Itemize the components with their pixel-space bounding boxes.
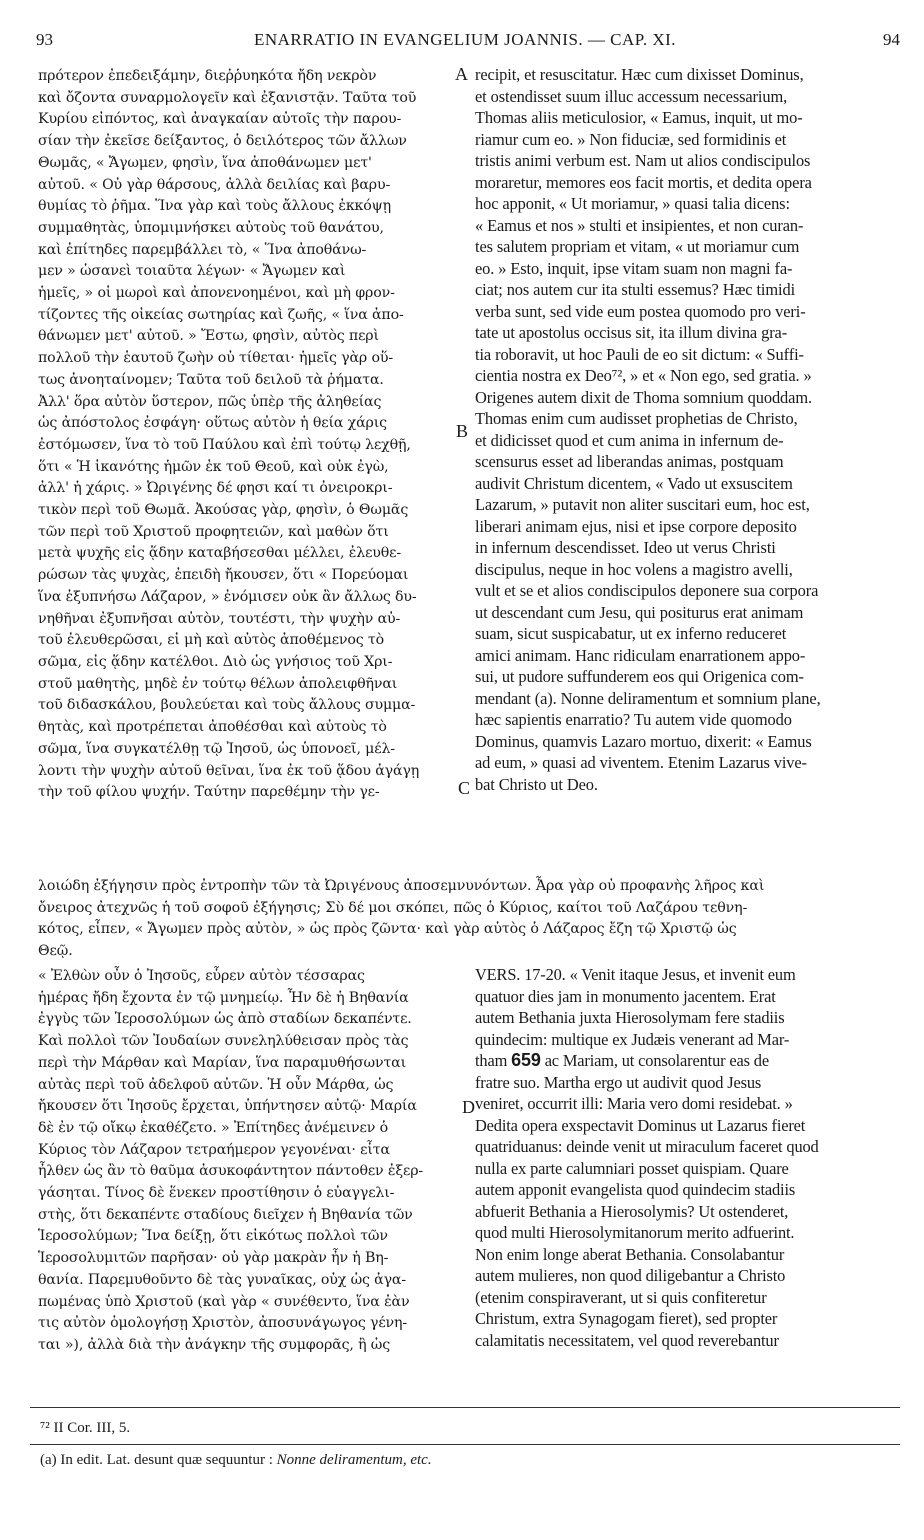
greek-line: τοῦ ἐλευθερῶσαι, εἰ μὴ καὶ αὐτὸς ἀποθέμενος τὸ (38, 632, 385, 649)
greek-line: τως ἀνοηταίνομεν; Ταῦτα τοῦ δειλοῦ τὰ ῥήματα. (38, 371, 384, 388)
greek-line: πολλοῦ τὴν ἑαυτοῦ ζωὴν οὐ τίθεται· ἡμεῖς γὰρ οὕ- (38, 350, 393, 367)
latin-line: vult et se et alios condiscipulos deponere sua corpora (475, 581, 819, 600)
greek-line: συμμαθητὰς, ὑπομιμνήσκει αὐτοὺς τοῦ θανάτου, (38, 219, 384, 236)
greek-line: νηθῆναι ἐξυπνῆσαι αὐτὸν, τουτέστι, τὴν ψυχὴν αὐ- (38, 610, 401, 627)
greek-line: ἡμεῖς, » οἱ μωροὶ καὶ ἀπονενοημένοι, καὶ μὴ φρον- (38, 285, 395, 302)
greek-line: ἤκουσεν ὅτι Ἰησοῦς ἔρχεται, ὑπήντησεν αὐτῷ· Μαρία (38, 1098, 417, 1115)
latin-line: audivit Christum dicentem, « Vado ut exsuscitem (475, 473, 793, 493)
latin-line: moraretur, memores eos facit mortis, et dedita opera (475, 172, 812, 192)
greek-line: ἀλλ' ἡ χάρις. » Ὠριγένης δέ φησι καί τι ὀνειροκρι- (38, 480, 393, 497)
latin-line: Thomas aliis meticulosior, « Eamus, inquit, ut mo- (475, 108, 803, 127)
greek-line: Ἱεροσολυμιτῶν παρῆσαν· οὐ γὰρ μακρὰν ἦν ἡ Βη- (38, 1250, 389, 1267)
greek-line: στὴς, ὅτι δεκαπέντε σταδίους διεῖχεν ἡ Βηθανία τῶν (38, 1206, 413, 1223)
column-number: 659 (511, 1050, 541, 1070)
latin-line: hæc sapientis enarratio? Tu autem vide quomodo (475, 710, 792, 729)
greek-line: σῶμα, εἰς ᾅδην κατέλθοι. Διὸ ὡς γνήσιος τοῦ Χρι- (38, 653, 393, 670)
latin-line: Lazarum, » putavit non aliter suscitari eum, hoc est, (475, 495, 810, 514)
greek-line: τις αὐτὸν ὁμολογήσῃ Χριστὸν, ἀποσυνάγωγος γένη- (38, 1315, 408, 1332)
footnote-a (40, 1452, 432, 1469)
greek-line: ὅτι « Ἡ ἱκανότης ἡμῶν ἐκ τοῦ Θεοῦ, καὶ οὐκ ἐγὼ, (38, 458, 389, 475)
latin-line: et ostendisset suum illuc accessum necessarium, (475, 86, 788, 106)
latin-line: recipit, et resuscitatur. Hæc cum dixisset Dominus, (475, 65, 804, 84)
greek-line: περὶ τὴν Μάρθαν καὶ Μαρίαν, ἵνα παραμυθήσωνται (38, 1054, 406, 1071)
greek-line: ἦλθεν ὡς ἂν τὸ θαῦμα ἀσυκοφάντητον πάντοθεν ἐξερ- (38, 1163, 424, 1180)
latin-line: Non enim longe aberat Bethania. Consolabantur (475, 1244, 785, 1264)
greek-line: πωμένας ὑπὸ Χριστοῦ (καὶ γὰρ « συνέθεντο, ἵνα ἐὰν (38, 1293, 410, 1310)
latin-line: tate ut apostolus occisus sit, ita illum divina gra- (475, 323, 788, 342)
latin-line: calamitatis necessitatem, vel quod reverebantur (475, 1330, 779, 1350)
latin-line: ad eum, » quasi ad viventem. Etenim Lazarus vive- (475, 753, 807, 772)
latin-line: quatriduanus: deinde venit ut miraculum faceret quod (475, 1137, 819, 1156)
greek-line: ἐγγὺς τῶν Ἱεροσολύμων ὡς ἀπὸ σταδίων δεκαπέντε. (38, 1011, 412, 1028)
running-header (30, 30, 900, 56)
latin-line: amici animam. Hanc ridiculam enarrationem appo- (475, 645, 806, 665)
latin-line: cientia nostra ex Deo⁷², » et « Non ego, sed gratia. » (475, 366, 812, 385)
margin-mark-b: B (456, 421, 469, 441)
greek-line: λοιώδη ἐξήγησιν πρὸς ἐντροπὴν τῶν τὰ Ὠριγένους ἀποσεμνυνόντων. Ἆρα γὰρ οὐ προφανὴς λῆρος καὶ (38, 878, 765, 894)
latin-line: quindecim: multique ex Judæis venerant ad Mar- (475, 1029, 790, 1049)
latin-line: nulla ex parte calumniari posset quispiam. Quare (475, 1158, 789, 1178)
footnote-rule-lower (30, 1444, 900, 1445)
latin-line: mendant (a). Nonne deliramentum et somnium plane, (475, 688, 821, 708)
latin-column-top (475, 64, 895, 795)
latin-column-bottom (475, 964, 895, 1351)
greek-line: αὐτὰς περὶ τοῦ ἀδελφοῦ αὐτῶν. Ἡ οὖν Μάρθα, ὡς (38, 1076, 394, 1093)
latin-line: (etenim conspiraverant, ut si quis confiteretur (475, 1287, 767, 1307)
latin-line: tes salutem propriam et vitam, « ut moriamur cum (475, 237, 800, 256)
greek-line: ὄνειρος ἀτεχνῶς ἡ τοῦ σοφοῦ ἐξήγησις; Σὺ δέ μοι σκόπει, πῶς ὁ Κύριος, καίτοι τοῦ Λαζάρου τεθνη- (38, 899, 748, 916)
latin-line: quatuor dies jam in monumento jacentem. Erat (475, 986, 776, 1006)
latin-line: liberari animam ejus, nisi et ipse corpore deposito (475, 516, 797, 536)
greek-line: ρώσων τὰς ψυχὰς, ἐπειδὴ ἤκουσεν, ὅτι « Πορεύομαι (38, 567, 409, 584)
greek-column-bottom (38, 966, 463, 1357)
latin-line: tristis animi verbum est. Nam ut alios condiscipulos (475, 151, 811, 170)
latin-line: Dominus, quamvis Lazaro mortuo, dixerit: « Eamus (475, 731, 812, 751)
latin-line: et didicisset quod et cum anima in infernum de- (475, 430, 784, 450)
latin-line: fratre suo. Martha ergo ut audivit quod Jesus (475, 1072, 762, 1092)
greek-line: καὶ ὄζοντα συναρμολογεῖν καὶ ἐξανιστᾷν. Ταῦτα τοῦ (38, 89, 417, 106)
greek-line: θανία. Παρεμυθοῦντο δὲ τὰς γυναῖκας, οὐχ ὡς ἀγα- (38, 1271, 407, 1288)
running-title: ENARRATIO IN EVANGELIUM JOANNIS. — CAP. XI. (253, 30, 677, 49)
greek-line: δὲ ἐν τῷ οἴκῳ ἐκαθέζετο. » Ἐπίτηδες ἀνέμεινεν ὁ (38, 1119, 388, 1136)
greek-line: ἡμέρας ἤδη ἔχοντα ἐν τῷ μνημείῳ. Ἦν δὲ ἡ Βηθανία (38, 989, 409, 1006)
greek-line: τῶν περὶ τοῦ Χριστοῦ προφητειῶν, καὶ μαθὼν ὅτι (38, 523, 389, 540)
greek-line: θυμίας τὸ ῥῆμα. Ἵνα γὰρ καὶ τοὺς ἄλλους ἐκκόψῃ (38, 198, 391, 215)
latin-line: « Eamus et nos » stulti et insipientes, et non curan- (475, 215, 804, 235)
greek-line: τὴν τοῦ φίλου ψυχήν. Ταύτην παρεθέμην τὴν γε- (38, 784, 380, 801)
greek-line: λοντι τὴν ψυχὴν αὐτοῦ θεῖναι, ἵνα ἐκ τοῦ ᾅδου ἀγάγῃ (38, 762, 420, 779)
margin-mark-a: A (455, 64, 468, 84)
greek-line: κότος, εἶπεν, « Ἄγωμεν πρὸς αὐτὸν, » ὡς πρὸς ζῶντα· καὶ γὰρ αὐτὸς ὁ Λάζαρος ἔζη τῷ Χριστῷ ὡς (38, 921, 737, 938)
greek-line: Θεῷ. (38, 943, 73, 960)
latin-line-part: tham (475, 1051, 508, 1070)
greek-line: θητὰς, καὶ προτρέπεται ἀποθέσθαι καὶ αὐτοὺς τὸ (38, 719, 387, 736)
latin-line: VERS. 17-20. « Venit itaque Jesus, et invenit eum (475, 965, 796, 984)
latin-line: abfuerit Bethania a Hierosolymis? Ut ostenderet, (475, 1201, 789, 1221)
latin-line: hoc apponit, « Ut moriamur, » quasi talia dicens: (475, 194, 790, 213)
latin-line: Origenes autem dixit de Thoma somnium quoddam. (475, 387, 812, 407)
greek-line: ἐστόμωσεν, ἵνα τὸ τοῦ Παύλου καὶ ἐπὶ τούτῳ λεχθῇ, (38, 436, 411, 453)
greek-line: « Ἐλθὼν οὖν ὁ Ἰησοῦς, εὗρεν αὐτὸν τέσσαρας (38, 968, 365, 984)
greek-line: Ἀλλ' ὅρα αὐτὸν ὕστερον, πῶς ὑπὲρ τῆς ἀληθείας (38, 393, 382, 410)
footnote-a-text: (a) In edit. Lat. desunt quæ sequuntur : (40, 1452, 273, 1468)
margin-mark-c: C (458, 778, 471, 798)
latin-line: Thomas enim cum audisset prophetias de Christo, (475, 409, 798, 428)
greek-line: πρότερον ἐπεδειξάμην, διεῤῥυηκότα ἤδη νεκρὸν (38, 68, 377, 84)
greek-line: Καὶ πολλοὶ τῶν Ἰουδαίων συνεληλύθεισαν πρὸς τὰς (38, 1033, 409, 1050)
greek-line: Κυρίου εἰπόντος, καὶ ἀναγκαίαν αὐτοῖς τὴν παρου- (38, 111, 402, 128)
latin-line: scensurus esset ad liberandas animas, postquam (475, 452, 784, 471)
greek-line: γάσηται. Τίνος δὲ ἕνεκεν προστίθησιν ὁ εὐαγγελι- (38, 1185, 395, 1202)
greek-line: Θωμᾶς, « Ἄγωμεν, φησὶν, ἵνα ἀποθάνωμεν μετ' (38, 154, 372, 171)
latin-line-with-column-number (475, 1050, 895, 1072)
greek-line: ἵνα ἐξυπνήσω Λάζαρον, » ἐνόμισεν οὐκ ἂν ἄλλως δυ- (38, 588, 417, 605)
greek-line: μετὰ ψυχῆς εἰς ᾅδην καταβήσεσθαι μέλλει, ἐλευθε- (38, 545, 401, 562)
latin-line: Dedita opera exspectavit Dominus ut Lazarus fieret (475, 1115, 806, 1135)
greek-line: μεν » ὡσανεὶ τοιαῦτα λέγων· « Ἄγωμεν καὶ (38, 263, 346, 280)
greek-full-width-block (38, 876, 898, 963)
latin-line: verba sunt, sed vide eum postea quomodo pro veri- (475, 301, 806, 321)
greek-line: Κύριος τὸν Λάζαρον τετραήμερον γεγονέναι· εἶτα (38, 1141, 390, 1158)
latin-line: quod multi Hierosolymitanorum merito adfuerint. (475, 1223, 795, 1242)
footnote-a-italic: Nonne deliramentum, etc. (276, 1452, 432, 1468)
latin-line: autem apponit evangelista quod quindecim stadiis (475, 1180, 796, 1199)
latin-line: in infernum descendisset. Ideo ut verus Christi (475, 538, 776, 557)
greek-line: τικὸν περὶ τοῦ Θωμᾶ. Ἀκούσας γὰρ, φησὶν, ὁ Θωμᾶς (38, 502, 409, 519)
greek-line: τίζοντες τῆς οἰκείας σωτηρίας καὶ ζωῆς, « ἵνα ἀπο- (38, 306, 404, 323)
greek-line: τοῦ διδασκάλου, βουλεύεται καὶ τοὺς ἄλλους συμμα- (38, 697, 416, 714)
latin-line: veniret, occurrit illi: Maria vero domi residebat. » (475, 1094, 793, 1113)
margin-mark-d: D (462, 1097, 475, 1117)
latin-line-part: ac Mariam, ut consolarentur eas de (544, 1051, 769, 1070)
latin-line: autem Bethania juxta Hierosolymam fere stadiis (475, 1008, 785, 1027)
greek-line: θάνωμεν μετ' αὐτοῦ. » Ἔστω, φησὶν, αὐτὸς περὶ (38, 328, 379, 345)
latin-line: eo. » Esto, inquit, ipse vitam suam non magni fa- (475, 258, 793, 278)
greek-line: στοῦ μαθητὴς, μηδὲ ἐν τούτῳ θέλων ἀπολειφθῆναι (38, 675, 398, 692)
greek-line: αὐτοῦ. « Οὐ γὰρ θάρσους, ἀλλὰ δειλίας καὶ βαρυ- (38, 176, 391, 193)
latin-line: riamur cum eo. » Non fiduciæ, sed formidinis et (475, 129, 787, 149)
latin-line: discipulus, neque in hoc volens a magistro avelli, (475, 559, 793, 579)
greek-line: σίαν τὴν ἐκεῖσε δείξαντος, ὁ δειλότερος τῶν ἄλλων (38, 133, 407, 150)
latin-line: tia roboravit, ut hoc Pauli de eo sit dictum: « Suffi- (475, 344, 804, 364)
latin-line: suam, sicut suspicabatur, ut ex inferno reduceret (475, 624, 787, 643)
latin-line: bat Christo ut Deo. (475, 774, 598, 794)
latin-line: ciat; nos autem cur ita stulti essemus? Hæc timidi (475, 280, 796, 299)
greek-line: Ἱεροσολύμων; Ἵνα δείξῃ, ὅτι εἰκότως πολλοὶ τῶν (38, 1228, 388, 1245)
footnote-72: ⁷² II Cor. III, 5. (40, 1420, 131, 1436)
latin-line: Christum, extra Synagogam fieret), sed propter (475, 1309, 778, 1328)
greek-line: σῶμα, ἵνα συγκατέλθῃ τῷ Ἰησοῦ, ὡς ὑπονοεῖ, μέλ- (38, 740, 395, 757)
footnote-rule (30, 1407, 900, 1408)
greek-line: ὡς ἀπόστολος ἐσφάγη· οὕτως αὐτὸν ἡ θεία χάρις (38, 415, 387, 432)
greek-line: ται »), ἀλλὰ διὰ τὴν ἀνάγκην τῆς συμφορᾶς, ἢ ὡς (38, 1336, 391, 1353)
greek-line: καὶ ἐπίτηδες παρεμβάλλει τὸ, « Ἵνα ἀποθάνω- (38, 241, 367, 258)
page-number-left: 93 (36, 30, 53, 49)
latin-line: ut descendant cum Jesu, qui positurus erat animam (475, 602, 804, 622)
latin-line: autem mulieres, non quod diligebantur a Christo (475, 1266, 786, 1285)
greek-column-top (38, 66, 463, 804)
page-number-right: 94 (883, 30, 900, 49)
latin-line: sui, ut pudore suffunderem eos qui Origenica com- (475, 667, 804, 686)
